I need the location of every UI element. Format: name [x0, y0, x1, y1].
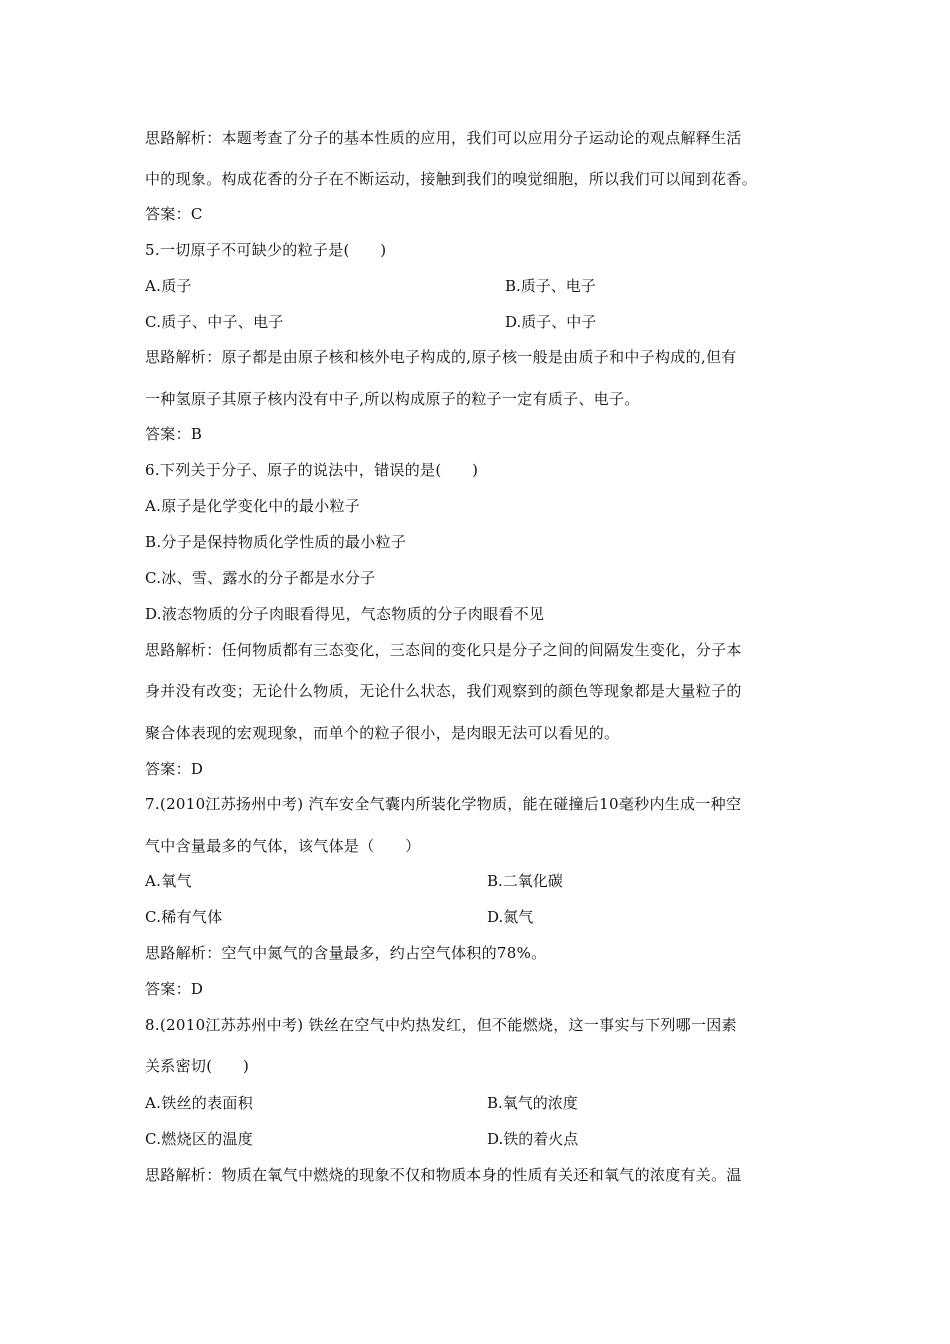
q5-stem: 5.一切原子不可缺少的粒子是( )	[145, 241, 387, 259]
q6-analysis-line-3: 聚合体表现的宏观现象，而单个的粒子很小，是肉眼无法可以看见的。	[145, 724, 620, 742]
q7-analysis-line-1: 思路解析：空气中氮气的含量最多，约占空气体积的78%。	[145, 944, 547, 962]
q8-option-b: B.氧气的浓度	[487, 1094, 578, 1112]
q6-option-a: A.原子是化学变化中的最小粒子	[145, 497, 361, 515]
q5-answer: 答案：B	[145, 425, 203, 443]
q4-analysis-line-2: 中的现象。构成花香的分子在不断运动，接触到我们的嗅觉细胞，所以我们可以闻到花香。	[145, 170, 758, 188]
q6-answer: 答案：D	[145, 760, 204, 778]
q7-stem-line-2: 气中含量最多的气体，该气体是（ ）	[145, 837, 421, 855]
q6-option-c: C.冰、雪、露水的分子都是水分子	[145, 569, 376, 587]
q7-option-d: D.氮气	[487, 908, 534, 926]
q8-option-d: D.铁的着火点	[487, 1130, 579, 1148]
q4-analysis-line-1: 思路解析：本题考查了分子的基本性质的应用，我们可以应用分子运动论的观点解释生活	[145, 129, 742, 147]
q8-stem-line-2: 关系密切( )	[145, 1057, 250, 1075]
q7-answer: 答案：D	[145, 980, 204, 998]
q7-option-b: B.二氧化碳	[487, 872, 563, 890]
q6-option-b: B.分子是保持物质化学性质的最小粒子	[145, 533, 407, 551]
q5-analysis-line-1: 思路解析：原子都是由原子核和核外电子构成的,原子核一般是由质子和中子构成的,但有	[145, 348, 737, 366]
q6-option-d: D.液态物质的分子肉眼看得见，气态物质的分子肉眼看不见	[145, 605, 545, 623]
q5-option-c: C.质子、中子、电子	[145, 313, 284, 331]
q5-option-d: D.质子、中子	[505, 313, 597, 331]
q6-analysis-line-2: 身并没有改变；无论什么物质，无论什么状态，我们观察到的颜色等现象都是大量粒子的	[145, 682, 742, 700]
q6-stem: 6.下列关于分子、原子的说法中，错误的是( )	[145, 461, 479, 479]
q7-option-c: C.稀有气体	[145, 908, 223, 926]
q7-option-a: A.氧气	[145, 872, 192, 890]
q8-stem-line-1: 8.(2010江苏苏州中考) 铁丝在空气中灼热发红，但不能燃烧，这一事实与下列哪一因素	[145, 1016, 737, 1034]
q6-analysis-line-1: 思路解析：任何物质都有三态变化，三态间的变化只是分子之间的间隔发生变化，分子本	[145, 641, 742, 659]
q8-option-c: C.燃烧区的温度	[145, 1130, 254, 1148]
q5-analysis-line-2: 一种氢原子其原子核内没有中子,所以构成原子的粒子一定有质子、电子。	[145, 390, 640, 408]
q5-option-a: A.质子	[145, 277, 192, 295]
q5-option-b: B.质子、电子	[505, 277, 596, 295]
q8-analysis-line-1: 思路解析：物质在氧气中燃烧的现象不仅和物质本身的性质有关还和氧气的浓度有关。温	[145, 1166, 742, 1184]
q8-option-a: A.铁丝的表面积	[145, 1094, 254, 1112]
q4-answer: 答案：C	[145, 205, 203, 223]
q7-stem-line-1: 7.(2010江苏扬州中考) 汽车安全气囊内所装化学物质，能在碰撞后10毫秒内生成一种空	[145, 795, 742, 813]
